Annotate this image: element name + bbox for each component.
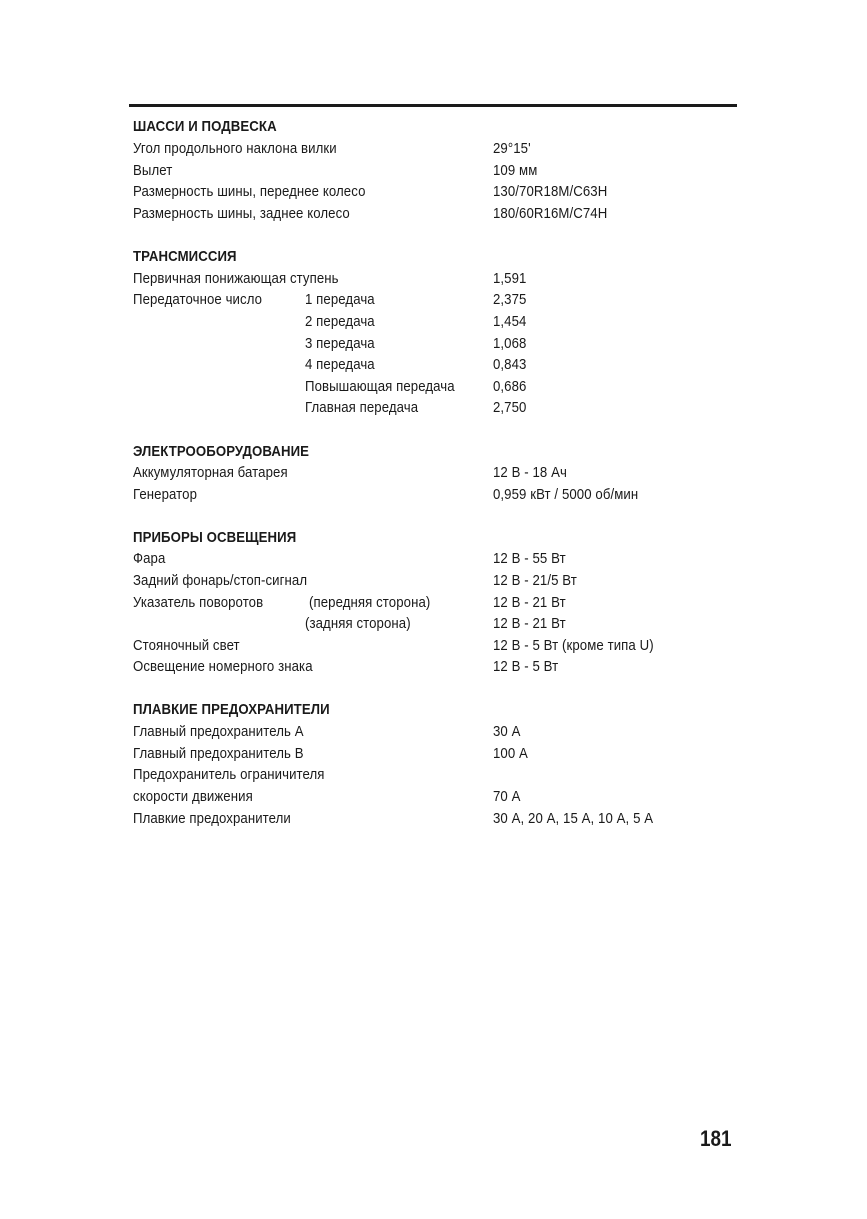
gear-value: 0,843 — [493, 356, 527, 373]
gear-ratio-label: Передаточное число — [133, 291, 263, 308]
plate-light-value: 12 В - 5 Вт — [493, 658, 559, 675]
header-rule — [129, 104, 737, 107]
fuses-label: Плавкие предохранители — [133, 810, 291, 827]
electrical-value: 0,959 кВт / 5000 об/мин — [493, 486, 639, 503]
primary-reduction-value: 1,591 — [493, 270, 527, 287]
gear-label: Главная передача — [305, 399, 419, 416]
turn-signal-label: Указатель поворотов — [133, 594, 264, 611]
section-title-fuses: ПЛАВКИЕ ПРЕДОХРАНИТЕЛИ — [133, 701, 330, 718]
taillight-label: Задний фонарь/стоп-сигнал — [133, 572, 308, 589]
chassis-value: 109 мм — [493, 162, 538, 179]
gear-label: 3 передача — [305, 335, 375, 352]
electrical-label: Генератор — [133, 486, 198, 503]
chassis-label: Угол продольного наклона вилки — [133, 140, 337, 157]
headlight-label: Фара — [133, 550, 166, 567]
main-fuse-a-value: 30 А — [493, 723, 521, 740]
gear-value: 2,750 — [493, 399, 527, 416]
chassis-label: Размерность шины, переднее колесо — [133, 183, 366, 200]
section-title-transmission: ТРАНСМИССИЯ — [133, 248, 237, 265]
fuses-value: 30 А, 20 А, 15 А, 10 А, 5 А — [493, 810, 654, 827]
plate-light-label: Освещение номерного знака — [133, 658, 313, 675]
page-number: 181 — [700, 1126, 732, 1151]
parking-light-value: 12 В - 5 Вт (кроме типа U) — [493, 637, 654, 654]
gear-label: 2 передача — [305, 313, 375, 330]
turn-signal-front-value: 12 В - 21 Вт — [493, 594, 566, 611]
gear-value: 1,068 — [493, 335, 527, 352]
gear-value: 0,686 — [493, 378, 527, 395]
electrical-label: Аккумуляторная батарея — [133, 464, 288, 481]
gear-label: Повышающая передача — [305, 378, 455, 395]
parking-light-label: Стояночный свет — [133, 637, 240, 654]
main-fuse-b-label: Главный предохранитель В — [133, 745, 304, 762]
gear-label: 4 передача — [305, 356, 375, 373]
chassis-value: 180/60R16M/C74H — [493, 205, 608, 222]
gear-value: 2,375 — [493, 291, 527, 308]
section-title-lighting: ПРИБОРЫ ОСВЕЩЕНИЯ — [133, 529, 297, 546]
chassis-value: 130/70R18M/C63H — [493, 183, 608, 200]
speed-limiter-fuse-label-2: скорости движения — [133, 788, 253, 805]
turn-signal-rear-label: (задняя сторона) — [305, 615, 411, 632]
speed-limiter-fuse-value: 70 А — [493, 788, 521, 805]
section-title-chassis: ШАССИ И ПОДВЕСКА — [133, 118, 277, 135]
turn-signal-front-label: (передняя сторона) — [309, 594, 431, 611]
turn-signal-rear-value: 12 В - 21 Вт — [493, 615, 566, 632]
main-fuse-b-value: 100 А — [493, 745, 528, 762]
chassis-value: 29°15' — [493, 140, 531, 157]
speed-limiter-fuse-label: Предохранитель ограничителя — [133, 766, 325, 783]
electrical-value: 12 В - 18 Ач — [493, 464, 567, 481]
gear-value: 1,454 — [493, 313, 527, 330]
primary-reduction-label: Первичная понижающая ступень — [133, 270, 339, 287]
taillight-value: 12 В - 21/5 Вт — [493, 572, 577, 589]
gear-label: 1 передача — [305, 291, 375, 308]
chassis-label: Вылет — [133, 162, 173, 179]
main-fuse-a-label: Главный предохранитель А — [133, 723, 304, 740]
chassis-label: Размерность шины, заднее колесо — [133, 205, 350, 222]
headlight-value: 12 В - 55 Вт — [493, 550, 566, 567]
section-title-electrical: ЭЛЕКТРООБОРУДОВАНИЕ — [133, 443, 310, 460]
